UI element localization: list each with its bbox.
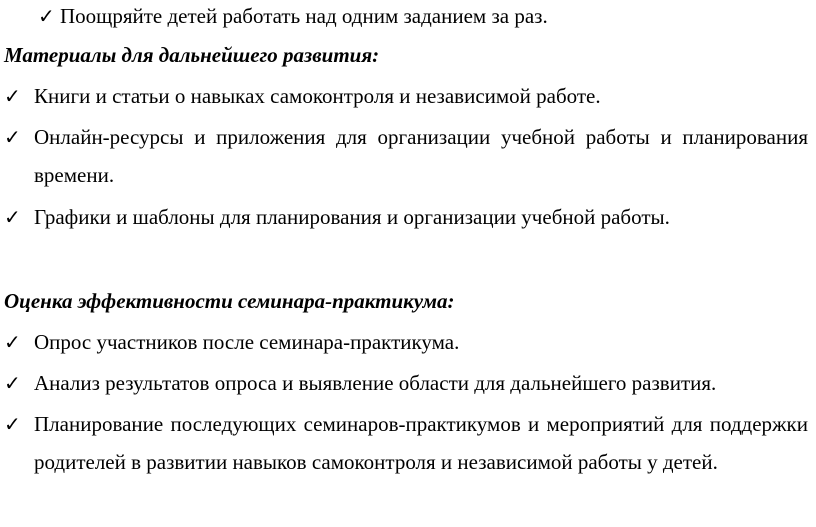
checkmark-icon: ✓ [4,330,21,354]
list-item [0,0,808,35]
checkmark-icon: ✓ [4,371,21,395]
checkmark-icon: ✓ [38,4,55,28]
list-item-text: Графики и шаблоны для планирования и организации учебной работы. [34,205,670,229]
list-item [0,405,808,481]
checkmark-icon: ✓ [4,84,21,108]
checkmark-icon: ✓ [4,205,21,229]
list-item-text: Поощряйте детей работать над одним заданием за раз. [60,4,548,28]
list-item-text: Анализ результатов опроса и выявление области для дальнейшего развития. [34,371,717,395]
list-item-text: Планирование последующих семинаров-практикумов и мероприятий для поддержки родителей в развитии навыков самоконтроля и независимой работы у детей. [34,412,808,474]
list-item-text: Опрос участников после семинара-практикума. [34,330,460,354]
section-heading-materials: Материалы для дальнейшего развития: [4,43,380,67]
list-item [0,118,808,194]
checkmark-icon: ✓ [4,412,21,436]
checkmark-icon: ✓ [4,125,21,149]
list-item [0,198,808,236]
list-item [0,364,808,402]
list-item-text: Онлайн-ресурсы и приложения для организации учебной работы и планирования времени. [34,125,808,187]
list-item [0,77,808,115]
list-item [0,323,808,361]
list-item-text: Книги и статьи о навыках самоконтроля и независимой работе. [34,84,601,108]
section-heading-evaluation: Оценка эффективности семинара-практикума: [4,289,455,313]
